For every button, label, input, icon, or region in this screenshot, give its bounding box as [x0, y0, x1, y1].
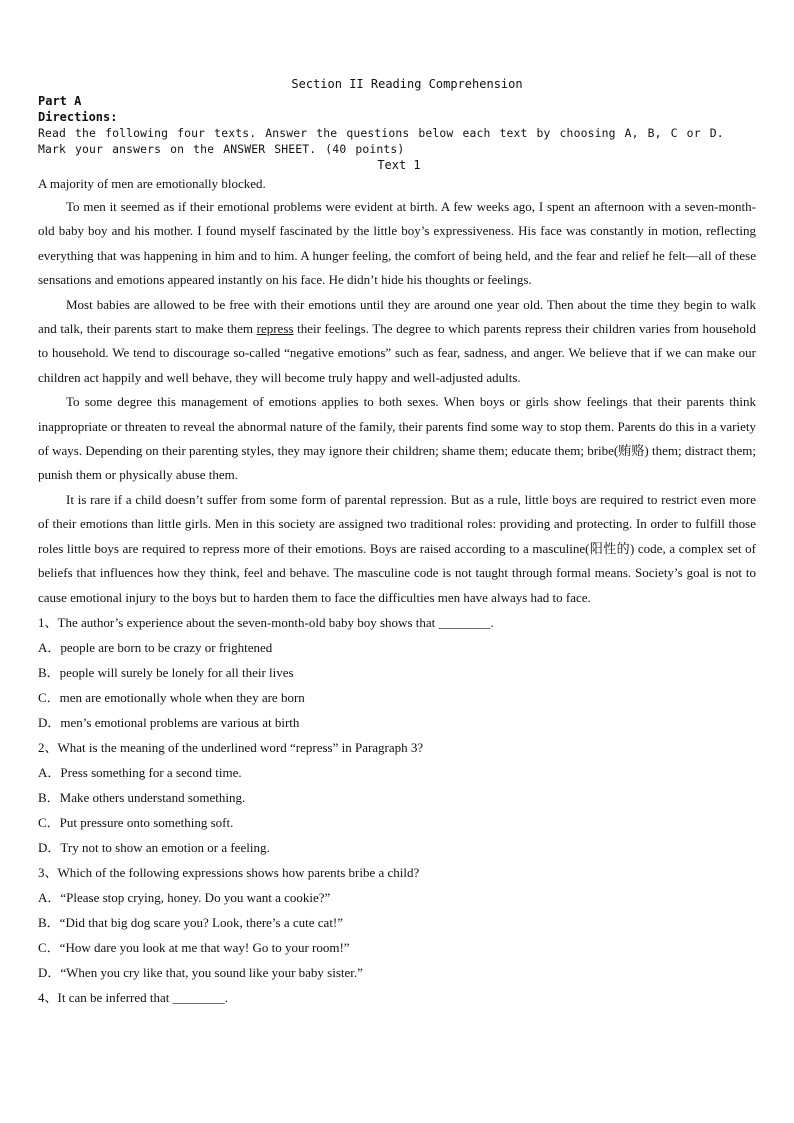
question-list: [38, 610, 756, 1010]
question-3: [38, 860, 756, 985]
option-d: D．“When you cry like that, you sound like your baby sister.”: [38, 964, 363, 980]
option-b: B．Make others understand something.: [38, 789, 246, 805]
option-c: C．“How dare you look at me that way! Go to your room!”: [38, 939, 350, 955]
paragraph-3: To some degree this management of emotions applies to both sexes. When boys or girls show feelings that their parents think inappropriate or threaten to reveal the abnormal nature of the family, their parents find some way to stop them. Parents do this in a variety of ways. Depending on their parenting styles, they may ignore their children; shame them; educate them; bribe(贿赂) them; distract them; punish them or physically abuse them.: [38, 394, 756, 483]
section-title: Section II Reading Comprehension: [291, 77, 523, 91]
option-c: C．men are emotionally whole when they are born: [38, 689, 305, 705]
paragraph-2: [38, 293, 756, 391]
paragraph-2-before: Most babies are allowed to be free with their emotions until they are around one year old. Then about the time they begin to walk and talk, their parents start to make them: [38, 296, 756, 337]
paragraph-1: To men it seemed as if their emotional problems were evident at birth. A few weeks ago, I spent an afternoon with a seven-month-old baby boy and his mother. I found myself fascinated by the little boy’s expressiveness. His face was constantly in motion, reflecting everything that was happening in him and to him. A hunger feeling, the comfort of being held, and the fear and relief he felt—all of these sensations and emotions appeared instantly on his face. He didn’t hide his thoughts or feelings.: [38, 199, 756, 288]
document-page: [38, 76, 756, 1010]
underlined-word-repress: repress: [256, 321, 294, 337]
option-a: A．“Please stop crying, honey. Do you want a cookie?”: [38, 889, 331, 905]
directions-label: Directions:: [38, 110, 118, 124]
question-1: [38, 610, 756, 735]
question-stem: 2、What is the meaning of the underlined word “repress” in Paragraph 3?: [38, 739, 424, 755]
question-stem: 3、Which of the following expressions shows how parents bribe a child?: [38, 864, 420, 880]
option-d: D．Try not to show an emotion or a feeling.: [38, 839, 270, 855]
passage: [38, 173, 756, 610]
question-2: [38, 735, 756, 860]
option-d: D．men’s emotional problems are various at birth: [38, 714, 300, 730]
question-stem: 4、It can be inferred that ________.: [38, 989, 228, 1005]
passage-opening: A majority of men are emotionally blocked.: [38, 176, 266, 191]
question-stem: 1、The author’s experience about the seven-month-old baby boy shows that ________.: [38, 614, 494, 630]
option-b: B．people will surely be lonely for all their lives: [38, 664, 294, 680]
question-4: [38, 985, 756, 1010]
part-label: Part A: [38, 94, 82, 108]
paragraph-4: It is rare if a child doesn’t suffer from some form of parental repression. But as a rule, little boys are required to restrict even more of their emotions than little girls. Men in this society are assigned two traditional roles: providing and protecting. In order to fulfill those roles little boys are required to repress more of their emotions. Boys are raised according to a masculine(阳性的) code, a complex set of beliefs that influences how they think, feel and behave. The masculine code is not taught through formal means. Society’s goal is not to cause emotional injury to the boys but to harden them to face the difficulties men have always had to face.: [38, 491, 756, 605]
option-b: B．“Did that big dog scare you? Look, there’s a cute cat!”: [38, 914, 344, 930]
option-a: A．people are born to be crazy or frightened: [38, 639, 273, 655]
text-title: Text 1: [377, 158, 421, 172]
paragraph-2-after: their feelings. The degree to which parents repress their children varies from household to household. We tend to discourage so-called “negative emotions” such as fear, sadness, and anger. We believe that if we can make our children act happily and well behave, they will become truly happy and well-adjusted adults.: [38, 321, 756, 385]
directions-text: Read the following four texts. Answer the questions below each text by choosing A, B, C or D. Mark your answers on the ANSWER SHEET. (40 points): [38, 126, 724, 156]
option-a: A．Press something for a second time.: [38, 764, 242, 780]
option-c: C．Put pressure onto something soft.: [38, 814, 234, 830]
